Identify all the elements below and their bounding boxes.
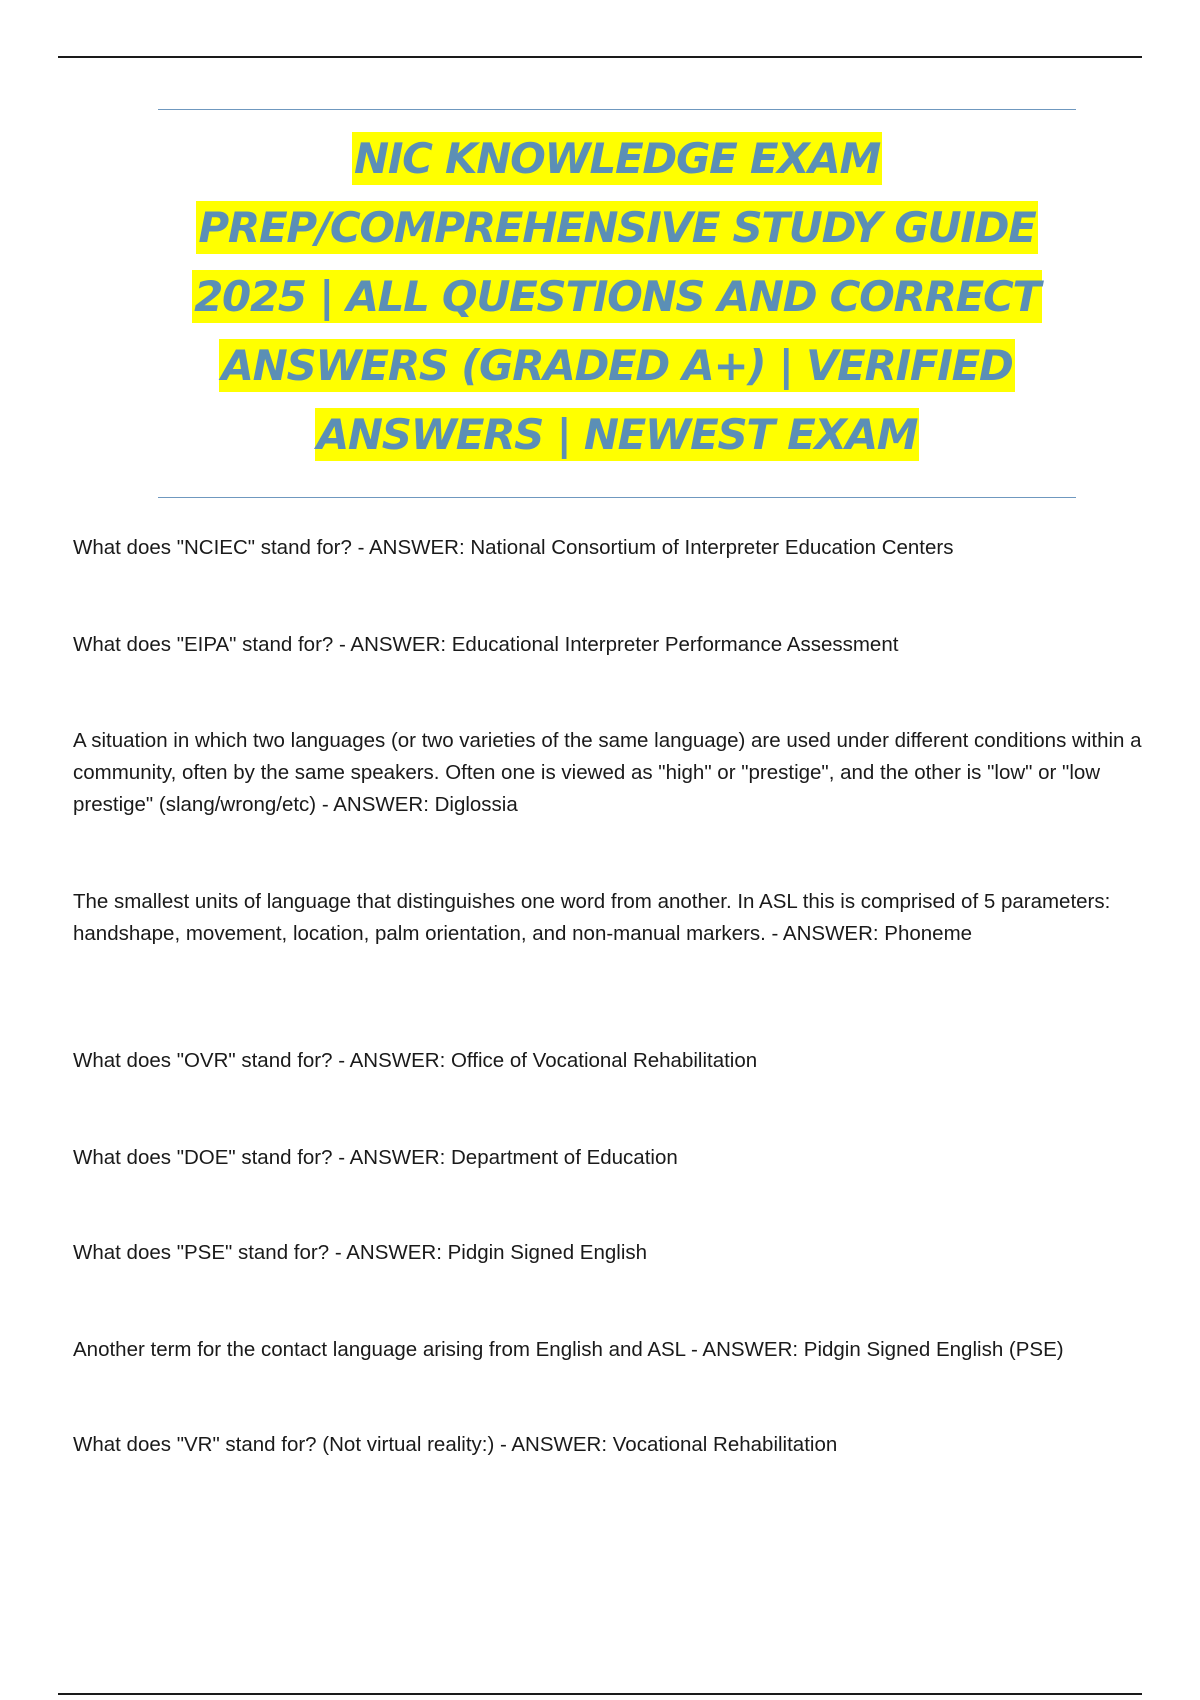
title-line-3: 2025 | ALL QUESTIONS AND CORRECT (194, 272, 1040, 321)
title-bottom-rule (158, 497, 1076, 498)
qa-item: What does "PSE" stand for? - ANSWER: Pidgin Signed English (73, 1241, 648, 1264)
qa-item: What does "EIPA" stand for? - ANSWER: Educational Interpreter Performance Assessment (73, 633, 899, 656)
qa-item: Another term for the contact language arising from English and ASL - ANSWER: Pidgin Signed English (PSE) (73, 1338, 1064, 1361)
title-line-1: NIC KNOWLEDGE EXAM (353, 134, 881, 183)
title-line-4: ANSWERS (GRADED A+) | VERIFIED (221, 341, 1013, 390)
title-top-rule (158, 109, 1076, 110)
title-line-5: ANSWERS | NEWEST EXAM (316, 410, 918, 459)
qa-item: What does "VR" stand for? (Not virtual reality:) - ANSWER: Vocational Rehabilitation (73, 1433, 838, 1456)
qa-item: A situation in which two languages (or two varieties of the same language) are used under different conditions within a community, often by the same speakers. Often one is viewed as "high" or "prestige", and the other is "low" or "low prestige" (slang/wrong/etc) - ANSWER: Diglossia (73, 729, 1142, 816)
title-line-2: PREP/COMPREHENSIVE STUDY GUIDE (198, 203, 1036, 252)
qa-item: What does "DOE" stand for? - ANSWER: Department of Education (73, 1146, 678, 1169)
page-top-rule (58, 56, 1142, 58)
document-title (150, 124, 1084, 469)
qa-item: What does "NCIEC" stand for? - ANSWER: National Consortium of Interpreter Education Centers (73, 536, 954, 559)
qa-item: The smallest units of language that distinguishes one word from another. In ASL this is comprised of 5 parameters: handshape, movement, location, palm orientation, and non-manual markers. - ANSWER: Phoneme (73, 890, 1111, 945)
qa-item: What does "OVR" stand for? - ANSWER: Office of Vocational Rehabilitation (73, 1049, 758, 1072)
page-bottom-rule (58, 1693, 1142, 1695)
